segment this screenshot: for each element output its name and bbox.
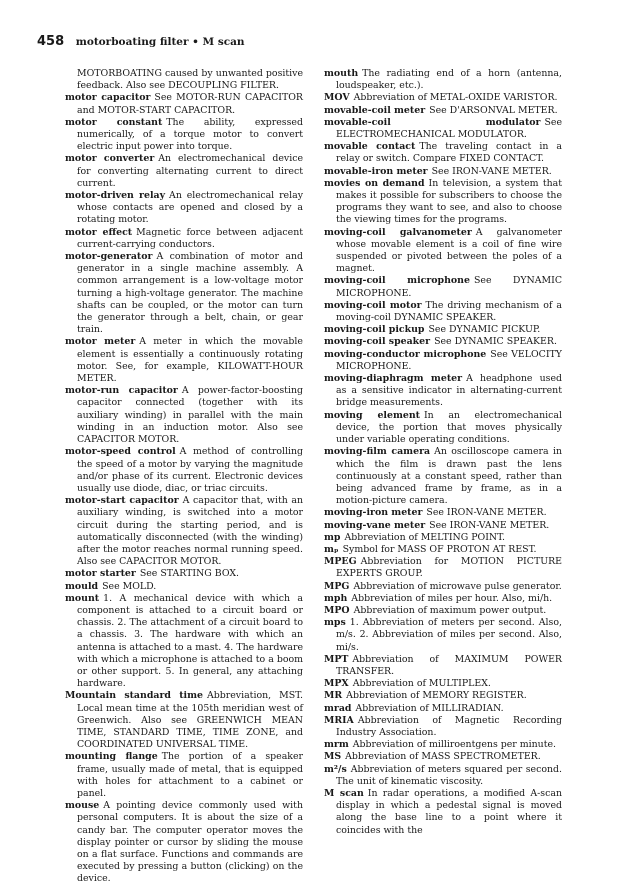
entry-term: movable-coil modulator (324, 116, 541, 128)
entry-term: moving-coil galvanometer (324, 226, 472, 238)
dictionary-entry (324, 739, 562, 751)
entry-term: moving-film camera (324, 446, 431, 458)
dictionary-entry (65, 495, 303, 568)
dictionary-entry (324, 654, 562, 678)
dictionary-entry (324, 715, 562, 739)
entry-term: motor-generator (65, 251, 153, 263)
dictionary-entry (65, 251, 303, 336)
entry-definition: The portion of a speaker frame, usually made of metal, that is equipped with holes for attachment to a cabinet or panel. (77, 751, 304, 799)
entry-definition: Abbreviation of milliroentgens per minute. (352, 739, 557, 751)
running-header (37, 30, 245, 49)
entry-definition: Abbreviation of MAXIMUM POWER TRANSFER. (336, 653, 562, 677)
entry-term: mount (65, 592, 100, 604)
dictionary-entry (324, 117, 562, 141)
entry-definition: The driving mechanism of a moving-coil DYNAMIC SPEAKER. (336, 299, 562, 324)
entry-term: moving-iron meter (324, 507, 423, 519)
dictionary-entry (324, 532, 562, 544)
entry-definition: Abbreviation of Magnetic Recording Industry Association. (336, 714, 562, 738)
entry-term: M scan (324, 787, 364, 799)
entry-definition: An electromechanical relay whose contacts are opened and closed by a rotating motor. (77, 190, 303, 226)
entry-definition: Abbreviation of maximum power output. (353, 604, 547, 616)
entry-term: MPX (324, 678, 349, 690)
entry-definition: Abbreviation, MST. Local mean time at the 105th meridian west of Greenwich. Also see GREENWICH MEAN TIME, STANDARD TIME, TIME ZONE, and COORDINATED UNIVERSAL TIME. (77, 690, 303, 751)
entry-definition: See D'ARSONVAL METER. (429, 104, 558, 116)
dictionary-entry (324, 68, 562, 92)
entry-definition: A galvanometer whose movable element is a coil of fine wire suspended or pivoted between the poles of a magnet. (336, 226, 562, 275)
entry-term: motor meter (65, 336, 136, 348)
entry-term: moving-coil pickup (324, 324, 425, 336)
entry-term: MPEG (324, 556, 357, 568)
dictionary-entry (65, 117, 303, 154)
entry-term: moving-coil speaker (324, 336, 431, 348)
entry-definition: Abbreviation of MEMORY REGISTER. (346, 690, 527, 702)
dictionary-entry (324, 764, 562, 788)
entry-term: moving-diaphragm meter (324, 373, 463, 385)
entry-definition: Abbreviation of meters squared per second. The unit of kinematic viscosity. (336, 763, 562, 787)
dictionary-entry (65, 92, 303, 116)
entry-definition: The traveling contact in a relay or switch. Compare FIXED CONTACT. (336, 141, 562, 165)
entry-definition: Abbreviation for MOTION PICTURE EXPERTS GROUP. (336, 556, 562, 580)
dictionary-entry (65, 385, 303, 446)
dictionary-entry (65, 581, 303, 593)
dictionary-entry (324, 300, 562, 324)
entry-term: mouse (65, 800, 100, 812)
entry-definition: A combination of motor and generator in a single machine assembly. A common arrangement is a low-voltage motor turning a high-voltage generator. The machine shafts can be coupled, or the motor can turn the generator through a belt, chain, or gear train. (77, 251, 303, 336)
entry-term: motor-run capacitor (65, 385, 178, 397)
entry-definition: The ability, expressed numerically, of a torque motor to convert electric input power into torque. (77, 116, 303, 153)
entry-term: motor converter (65, 153, 155, 165)
dictionary-entry (324, 556, 562, 580)
dictionary-entry (324, 92, 562, 104)
dictionary-entry (65, 227, 303, 251)
dictionary-entry (65, 153, 303, 190)
dictionary-entry (324, 336, 562, 348)
entry-term: motor-speed control (65, 446, 176, 458)
dictionary-entry (324, 751, 562, 763)
entry-definition: Abbreviation of MULTIPLEX. (352, 678, 491, 690)
entry-term: motor constant (65, 116, 163, 128)
entry-term: moving-coil motor (324, 299, 422, 311)
entry-term: mp (324, 531, 341, 543)
dictionary-entry (65, 68, 303, 92)
entry-definition: See IRON-VANE METER. (431, 165, 552, 177)
entry-definition: See DYNAMIC SPEAKER. (434, 336, 557, 348)
dictionary-entry (324, 446, 562, 507)
entry-definition: Abbreviation of miles per hour. Also, mi/h. (351, 592, 553, 604)
dictionary-entry (324, 605, 562, 617)
dictionary-entry (324, 593, 562, 605)
dictionary-entry (324, 227, 562, 276)
entry-term: mph (324, 592, 348, 604)
entry-term: mₚ (324, 543, 339, 555)
dictionary-entry (65, 800, 303, 885)
entry-term: mrad (324, 702, 352, 714)
entry-term: motor-start capacitor (65, 495, 179, 507)
entry-term: mrm (324, 739, 349, 751)
entry-term: motor capacitor (65, 92, 151, 104)
entry-definition: See STARTING BOX. (139, 568, 240, 580)
entry-term: mould (65, 580, 99, 592)
entry-definition: MOTORBOATING caused by unwanted positive feedback. Also see DECOUPLING FILTER. (77, 68, 303, 92)
entry-definition: Abbreviation of MELTING POINT. (344, 531, 505, 543)
entry-definition: Symbol for MASS OF PROTON AT REST. (342, 543, 537, 555)
dictionary-entry (324, 507, 562, 519)
dictionary-entry (324, 520, 562, 532)
entry-definition: See MOLD. (102, 580, 157, 592)
dictionary-entry (65, 751, 303, 800)
entry-term: movies on demand (324, 177, 425, 189)
entry-definition: 1. Abbreviation of meters per second. Also, m/s. 2. Abbreviation of miles per second. Also, mi/s. (336, 617, 562, 653)
entry-definition: A method of controlling the speed of a motor by varying the magnitude and/or phase of its current. Electronic devices usually use diode, diac, or triac circuits. (77, 446, 304, 494)
entry-definition: Abbreviation of MASS SPECTROMETER. (345, 751, 541, 763)
entry-definition: See DYNAMIC PICKUP. (428, 324, 541, 336)
entry-term: moving-vane meter (324, 519, 426, 531)
entry-term: moving-coil microphone (324, 275, 470, 287)
entry-term: Mountain standard time (65, 690, 203, 702)
dictionary-entry (324, 105, 562, 117)
entry-term: mps (324, 617, 346, 629)
entry-term: MPG (324, 580, 350, 592)
dictionary-entry (65, 336, 303, 385)
page-number: 458 (37, 34, 65, 49)
entry-term: motor starter (65, 568, 136, 580)
entry-definition: In television, a system that makes it possible for subscribers to choose the programs they want to see, and also to choose the viewing times for the programs. (336, 177, 562, 226)
entry-term: MS (324, 751, 342, 763)
entry-definition: An oscilloscope camera in which the film is drawn past the lens continuously at a constant speed, rather than being advanced frame by frame, as in a motion-picture camera. (336, 446, 563, 507)
entry-definition: A meter in which the movable element is essentially a continuously rotating motor. See, for example, KILOWATT-HOUR METER. (77, 336, 303, 385)
entry-term: moving element (324, 409, 420, 421)
left-column (65, 68, 303, 886)
entry-term: mouth (324, 68, 359, 79)
entry-definition: Abbreviation of MILLIRADIAN. (355, 702, 504, 714)
dictionary-entry (324, 690, 562, 702)
entry-definition: A pointing device commonly used with personal computers. It is about the size of a candy bar. The computer operator moves the display pointer or cursor by sliding the mouse on a flat surface. Functions and commands are executed by pressing a button (clicking) on the device. (77, 800, 303, 885)
running-head: motorboating filter • M scan (75, 36, 245, 48)
entry-term: MRIA (324, 714, 354, 726)
entry-definition: 1. A mechanical device with which a component is attached to a circuit board or chassis. 2. The attachment of a circuit board to a chassis. 3. The hardware with which an antenna is attached to a mast. 4. The hardware with which a microphone is attached to a boom or other support. 5. In general, any attaching hardware. (77, 592, 303, 690)
entry-definition: The radiating end of a horn (antenna, loudspeaker, etc.). (336, 68, 562, 92)
entry-term: MPO (324, 604, 350, 616)
dictionary-entry (324, 703, 562, 715)
entry-definition: See VELOCITY MICROPHONE. (336, 348, 562, 372)
entry-definition: Magnetic force between adjacent current-carrying conductors. (77, 226, 304, 250)
dictionary-entry (65, 190, 303, 227)
entry-definition: A headphone used as a sensitive indicator in alternating-current bridge measurements. (336, 373, 562, 409)
dictionary-entry (324, 410, 562, 447)
dictionary-entry (324, 275, 562, 299)
entry-term: motor-driven relay (65, 190, 166, 202)
entry-definition: See MOTOR-RUN CAPACITOR and MOTOR-START CAPACITOR. (77, 92, 303, 116)
dictionary-entry (65, 446, 303, 495)
entry-term: moving-conductor microphone (324, 348, 487, 360)
entry-definition: A capacitor that, with an auxiliary winding, is switched into a motor circuit during the starting period, and is automatically disconnected (with the winding) after the motor reaches normal running speed. Also see CAPACITOR MOTOR. (77, 495, 303, 568)
entry-definition: Abbreviation of METAL-OXIDE VARISTOR. (353, 92, 558, 104)
dictionary-entry (324, 349, 562, 373)
entry-term: MOV (324, 92, 350, 104)
dictionary-entry (324, 788, 562, 837)
entry-term: MR (324, 690, 343, 702)
entry-term: movable-iron meter (324, 165, 428, 177)
dictionary-entry (324, 324, 562, 336)
entry-term: movable contact (324, 141, 416, 153)
dictionary-entry (324, 373, 562, 410)
entry-definition: See IRON-VANE METER. (426, 507, 547, 519)
entry-term: m²/s (324, 763, 347, 775)
dictionary-entry (65, 568, 303, 580)
entry-definition: See ELECTROMECHANICAL MODULATOR. (336, 116, 562, 141)
entry-term: movable-coil meter (324, 104, 426, 116)
dictionary-entry (324, 166, 562, 178)
entry-definition: An electromechanical device for converting alternating current to direct current. (77, 153, 303, 189)
dictionary-entry (324, 544, 562, 556)
dictionary-entry (65, 690, 303, 751)
dictionary-entry (65, 593, 303, 691)
dictionary-entry (324, 581, 562, 593)
dictionary-entry (324, 178, 562, 227)
dictionary-entry (324, 678, 562, 690)
dictionary-entry (324, 617, 562, 654)
entry-definition: In an electromechanical device, the portion that moves physically under variable operating conditions. (336, 409, 562, 446)
entry-definition: A power-factor-boosting capacitor connected (together with its auxiliary winding) in parallel with the main winding in an induction motor. Also see CAPACITOR MOTOR. (77, 385, 303, 446)
entry-term: MPT (324, 653, 349, 665)
entry-definition: See DYNAMIC MICROPHONE. (336, 275, 562, 299)
entry-definition: Abbreviation of microwave pulse generator. (353, 580, 562, 592)
dictionary-entry (324, 141, 562, 165)
entry-definition: See IRON-VANE METER. (429, 519, 550, 531)
right-column (324, 68, 562, 837)
entry-definition: In radar operations, a modified A-scan display in which a pedestal signal is moved along the base line to a point where it coincides with the (336, 787, 562, 836)
entry-term: motor effect (65, 226, 133, 238)
entry-term: mounting flange (65, 751, 158, 763)
